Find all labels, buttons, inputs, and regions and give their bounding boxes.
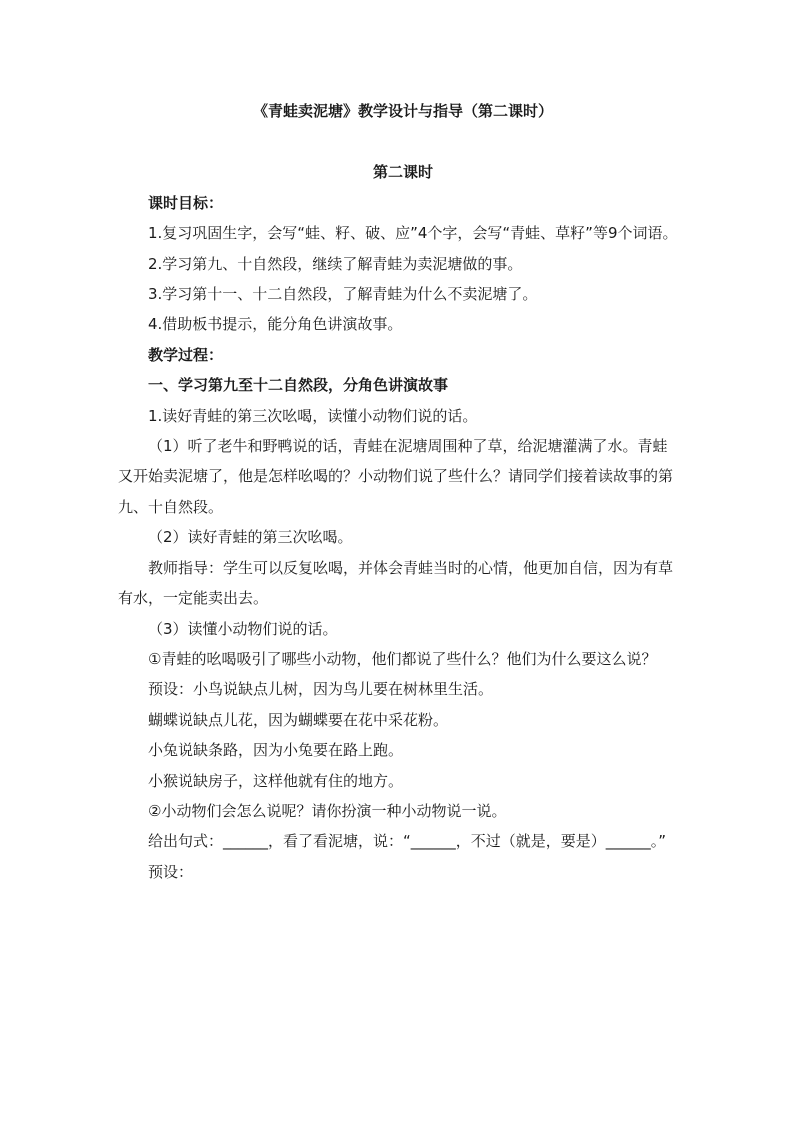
document-title: 《青蛙卖泥塘》教学设计与指导（第二课时） [252, 102, 553, 120]
paragraph: ②小动物们会怎么说呢？请你扮演一种小动物说一说。 [148, 801, 507, 820]
paragraph: 蝴蝶说缺点儿花，因为蝴蝶要在花中采花粉。 [148, 710, 449, 729]
paragraph: 给出句式：______，看了看泥塘，说：“______，不过（就是，要是）______。” [148, 832, 667, 851]
paragraph: 教师指导：学生可以反复吆喝，并体会青蛙当时的心情，他更加自信，因为有草有水，一定能卖出去。 [118, 558, 674, 608]
goal-item: 1.复习巩固生字，会写“蛙、籽、破、应”4个字，会写“青蛙、草籽”等9个词语。 [148, 224, 678, 243]
lesson-title: 第二课时 [372, 163, 433, 182]
paragraph: 小猴说缺房子，这样他就有住的地方。 [148, 771, 404, 790]
section1-heading: 一、学习第九至十二自然段，分角色讲演故事 [148, 376, 449, 395]
paragraph: （2）读好青蛙的第三次吆喝。 [148, 528, 353, 547]
paragraph: 预设：小鸟说缺点儿树，因为鸟儿要在树林里生活。 [148, 680, 494, 699]
paragraph: ①青蛙的吆喝吸引了哪些小动物，他们都说了些什么？他们为什么要这么说？ [148, 649, 657, 668]
paragraph: （1）听了老牛和野鸭说的话，青蛙在泥塘周围种了草，给泥塘灌满了水。青蛙又开始卖泥塘了，他是怎样吆喝的？小动物们说了些什么？请同学们接着读故事的第九、十自然段。 [118, 437, 674, 516]
goal-item: 3.学习第十一、十二自然段，了解青蛙为什么不卖泥塘了。 [148, 285, 538, 304]
document-body [118, 96, 678, 887]
paragraph: 小兔说缺条路，因为小兔要在路上跑。 [148, 741, 404, 760]
goal-item: 2.学习第九、十自然段，继续了解青蛙为卖泥塘做的事。 [148, 254, 523, 273]
process-heading: 教学过程： [148, 345, 224, 364]
paragraph: （3）读懂小动物们说的话。 [148, 619, 338, 638]
paragraph: 1.读好青蛙的第三次吆喝，读懂小动物们说的话。 [148, 406, 478, 425]
goals-heading: 课时目标： [148, 193, 224, 212]
paragraph: 预设： [148, 862, 194, 881]
goal-item: 4.借助板书提示，能分角色讲演故事。 [148, 315, 403, 334]
